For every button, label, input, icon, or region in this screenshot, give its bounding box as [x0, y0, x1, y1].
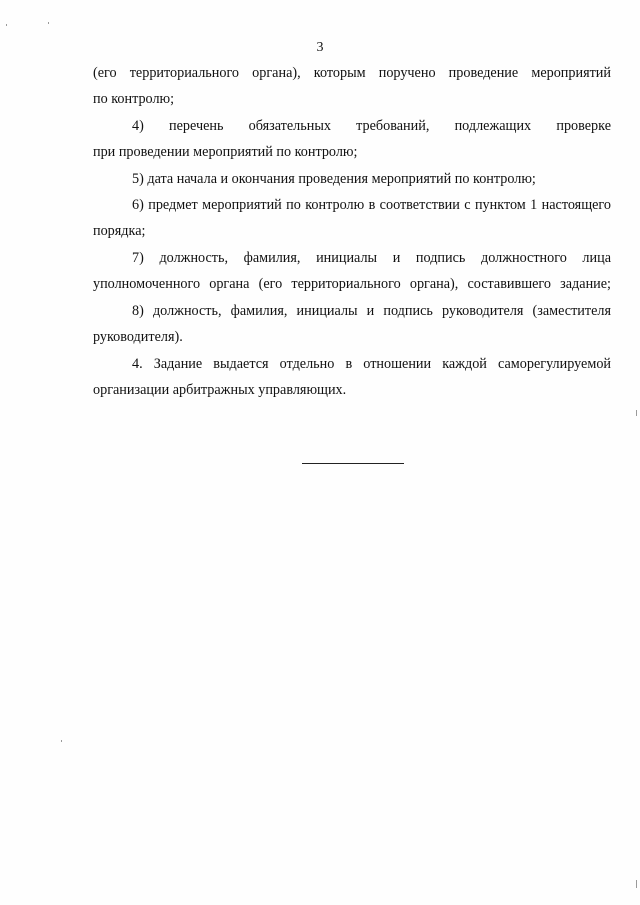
scan-speck: [6, 24, 7, 26]
scan-speck: [636, 410, 637, 416]
text-line: порядка;: [93, 223, 146, 239]
text-line: 5) дата начала и окончания проведения мероприятий по контролю;: [132, 171, 536, 187]
end-separator-line: [302, 463, 404, 464]
text-line: по контролю;: [93, 91, 175, 107]
text-line: (его территориального органа), которым поручено проведение мероприятий: [93, 65, 611, 81]
text-line: 7) должность, фамилия, инициалы и подпись должностного лица: [132, 250, 611, 266]
text-line: 4. Задание выдается отдельно в отношении каждой саморегулируемой: [132, 356, 611, 372]
text-line: организации арбитражных управляющих.: [93, 382, 347, 398]
text-line: при проведении мероприятий по контролю;: [93, 144, 358, 160]
scan-speck: [61, 740, 62, 742]
text-line: 6) предмет мероприятий по контролю в соответствии с пунктом 1 настоящего: [132, 197, 611, 213]
text-line: 4) перечень обязательных требований, подлежащих проверке: [132, 118, 611, 134]
scan-speck: [636, 880, 637, 888]
text-line: уполномоченного органа (его территориального органа), составившего задание;: [93, 276, 611, 292]
scan-speck: [48, 22, 49, 24]
text-line: 8) должность, фамилия, инициалы и подпись руководителя (заместителя: [132, 303, 611, 319]
page-number: 3: [316, 40, 324, 55]
text-line: руководителя).: [93, 329, 183, 345]
